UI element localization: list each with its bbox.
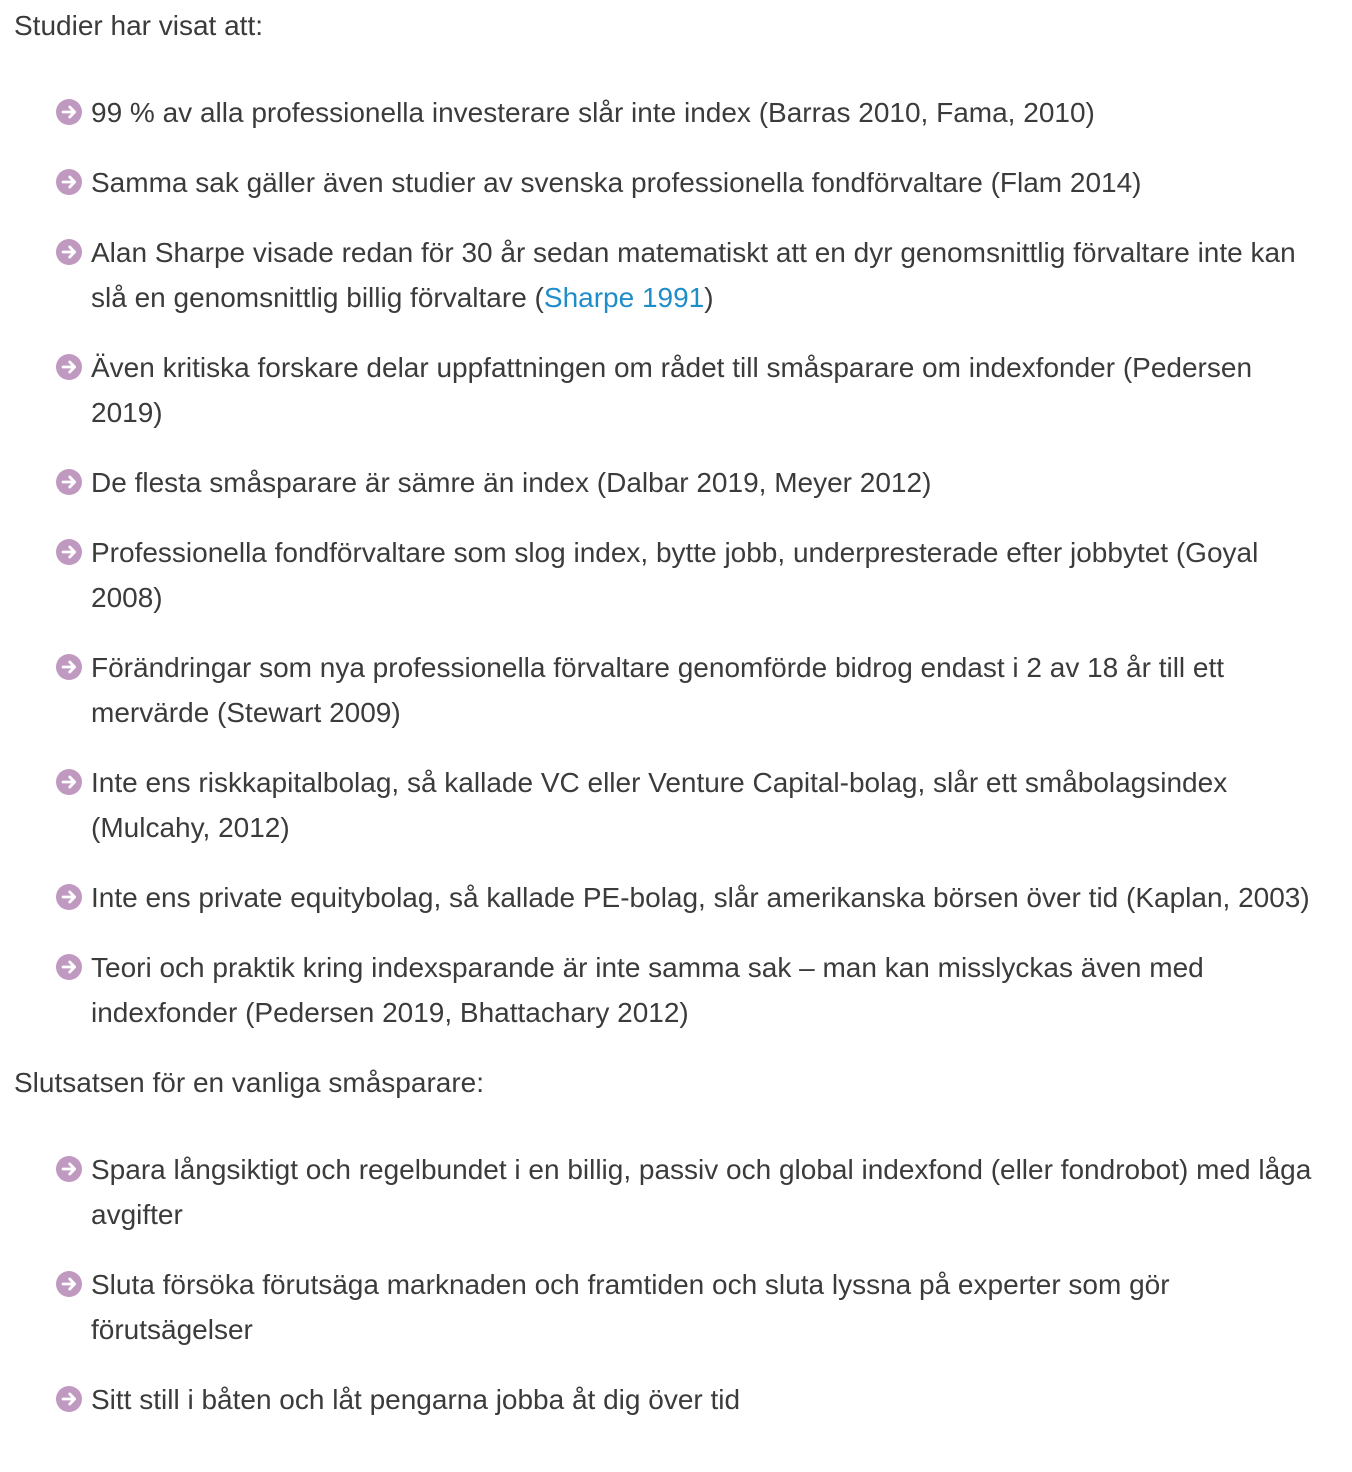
list-item-text: Inte ens private equitybolag, så kallade PE-bolag, slår amerikanska börsen över tid (Kaplan, 2003) xyxy=(91,882,1310,913)
list-item-text: Samma sak gäller även studier av svenska professionella fondförvaltare (Flam 2014) xyxy=(91,167,1142,198)
list-item-text: Teori och praktik kring indexsparande är inte samma sak – man kan misslyckas även med indexfonder (Pedersen 2019, Bhattachary 2012) xyxy=(91,952,1204,1028)
list-item-text: Förändringar som nya professionella förvaltare genomförde bidrog endast i 2 av 18 år till ett mervärde (Stewart 2009) xyxy=(91,652,1225,728)
arrow-circle-icon xyxy=(56,769,82,795)
arrow-circle-icon xyxy=(56,169,82,195)
list-item xyxy=(56,345,1322,435)
list-item xyxy=(56,460,1322,505)
list-item xyxy=(56,1262,1322,1352)
sharpe-1991-link[interactable]: Sharpe 1991 xyxy=(543,282,705,313)
arrow-circle-icon xyxy=(56,354,82,380)
list-item xyxy=(56,1147,1322,1237)
studies-list xyxy=(14,90,1322,1035)
list-item-text: Professionella fondförvaltare som slog index, bytte jobb, underpresterade efter jobbytet (Goyal 2008) xyxy=(91,537,1259,613)
arrow-circle-icon xyxy=(56,469,82,495)
list-item-text: Inte ens riskkapitalbolag, så kallade VC eller Venture Capital-bolag, slår ett småbolagsindex (Mulcahy, 2012) xyxy=(91,767,1228,843)
list-item-text xyxy=(91,230,1316,320)
section-heading-studies: Studier har visat att: xyxy=(14,10,264,41)
arrow-circle-icon xyxy=(56,239,82,265)
arrow-circle-icon xyxy=(56,99,82,125)
list-item xyxy=(56,90,1322,135)
list-item xyxy=(56,945,1322,1035)
arrow-circle-icon xyxy=(56,654,82,680)
section-heading-conclusion: Slutsatsen för en vanliga småsparare: xyxy=(14,1067,485,1098)
list-item-text: 99 % av alla professionella investerare slår inte index (Barras 2010, Fama, 2010) xyxy=(91,97,1095,128)
list-item-text-post: ) xyxy=(704,282,714,313)
conclusion-list xyxy=(14,1147,1322,1422)
arrow-circle-icon xyxy=(56,539,82,565)
list-item-text: Sitt still i båten och låt pengarna jobba åt dig över tid xyxy=(91,1384,741,1415)
list-item xyxy=(56,530,1322,620)
arrow-circle-icon xyxy=(56,954,82,980)
list-item xyxy=(56,875,1322,920)
list-item-text: Sluta försöka förutsäga marknaden och framtiden och sluta lyssna på experter som gör förutsägelser xyxy=(91,1269,1170,1345)
list-item-text: De flesta småsparare är sämre än index (Dalbar 2019, Meyer 2012) xyxy=(91,467,932,498)
list-item-text: Även kritiska forskare delar uppfattningen om rådet till småsparare om indexfonder (Pedersen 2019) xyxy=(91,352,1253,428)
list-item xyxy=(56,760,1322,850)
list-item xyxy=(56,645,1322,735)
arrow-circle-icon xyxy=(56,884,82,910)
list-item-text: Spara långsiktigt och regelbundet i en billig, passiv och global indexfond (eller fondrobot) med låga avgifter xyxy=(91,1154,1312,1230)
list-item xyxy=(56,1377,1322,1422)
list-item xyxy=(56,230,1322,320)
list-item xyxy=(56,160,1322,205)
arrow-circle-icon xyxy=(56,1271,82,1297)
arrow-circle-icon xyxy=(56,1156,82,1182)
list-item-text-pre: Alan Sharpe visade redan för 30 år sedan matematiskt att en dyr genomsnittlig förvaltare inte kan slå en genomsnittlig billig förvaltare ( xyxy=(91,237,1296,313)
arrow-circle-icon xyxy=(56,1386,82,1412)
